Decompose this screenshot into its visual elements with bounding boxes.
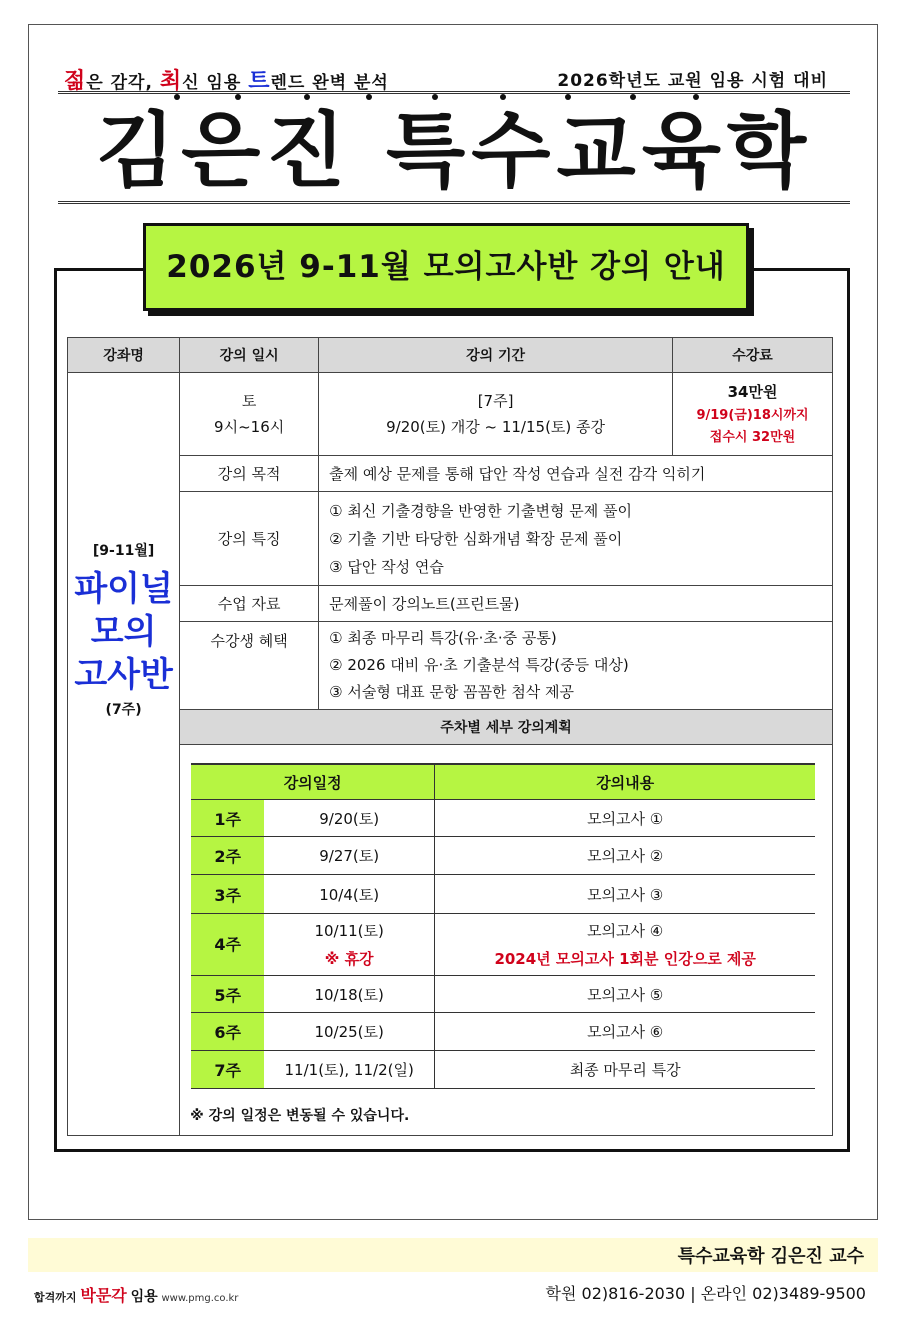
banner-title: 2026년 9-11월 모의고사반 강의 안내: [143, 223, 749, 311]
week-date: 10/4(토): [264, 875, 435, 914]
week-date: 10/25(토): [264, 1013, 435, 1051]
table-row: [68, 745, 833, 1136]
logo-prefix: 합격까지: [34, 1291, 77, 1304]
logo-suffix: 임용: [130, 1289, 158, 1305]
week-content: 최종 마무리 특강: [435, 1051, 816, 1089]
footer-contact: 학원 02)816-2030 | 온라인 02)3489-9500: [545, 1284, 866, 1303]
header-course-name: 강좌명: [68, 338, 180, 373]
materials-text: 문제풀이 강의노트(프린트물): [319, 586, 833, 622]
week-label: 7주: [191, 1051, 264, 1089]
fee-discount-amount: 접수시 32만원: [709, 430, 796, 445]
weekly-plan-title: 주차별 세부 강의계획: [180, 710, 833, 745]
week-date: 9/27(토): [264, 837, 435, 875]
purpose-label: 강의 목적: [180, 456, 319, 492]
dot: [366, 94, 372, 100]
features-list: [319, 492, 833, 586]
table-row: [191, 1013, 815, 1051]
course-weeks: (7주): [105, 701, 142, 718]
week-date: 11/1(토), 11/2(일): [264, 1051, 435, 1089]
schedule-change-note: ※ 강의 일정은 변동될 수 있습니다.: [190, 1108, 410, 1124]
schedule-time: 9시~16시: [214, 418, 285, 436]
table-row: [191, 1051, 815, 1089]
header-top: [62, 62, 848, 94]
dot: [304, 94, 310, 100]
slogan-highlight-3: 트: [248, 69, 271, 94]
weekly-plan-cell: [180, 745, 833, 1136]
slogan-text-1: 은 감각,: [86, 73, 160, 93]
benefit-item: ① 최종 마무리 특강(유·초·중 공통): [329, 629, 557, 647]
course-table: [67, 337, 833, 1136]
footer-professor: 특수교육학 김은진 교수: [677, 1246, 864, 1267]
feature-item: ② 기출 기반 타당한 심화개념 확장 문제 풀이: [329, 529, 623, 548]
week-content-cell: [435, 914, 816, 976]
table-row: [68, 622, 833, 710]
slogan-text-2: 신 임용: [182, 73, 249, 93]
benefits-list: [319, 622, 833, 710]
week-date-cell: [264, 914, 435, 976]
slogan-highlight-2: 최: [159, 69, 183, 94]
week-content: 모의고사 ⑤: [435, 976, 816, 1013]
week-content: 모의고사 ④: [587, 921, 664, 940]
table-row: [68, 373, 833, 456]
week-label: 3주: [191, 875, 264, 914]
fee-discount-deadline: 9/19(금)18시까지: [696, 408, 809, 423]
table-row: [68, 456, 833, 492]
week-label: 5주: [191, 976, 264, 1013]
materials-label: 수업 자료: [180, 586, 319, 622]
dot: [432, 94, 438, 100]
weekly-header-schedule: 강의일정: [191, 764, 435, 800]
week-date: 10/18(토): [264, 976, 435, 1013]
dot: [500, 94, 506, 100]
week-content: 모의고사 ②: [435, 837, 816, 875]
header-duration: 강의 기간: [319, 338, 673, 373]
feature-item: ① 최신 기출경향을 반영한 기출변형 문제 풀이: [329, 501, 633, 520]
table-header-row: [68, 338, 833, 373]
logo-url: www.pmg.co.kr: [161, 1293, 239, 1304]
fee-amount: 34만원: [727, 383, 778, 401]
duration-range: 9/20(토) 개강 ~ 11/15(토) 종강: [386, 418, 606, 436]
weekly-plan-table: [191, 763, 815, 1089]
page-title: 김은진 특수교육학: [95, 104, 813, 199]
dot: [693, 94, 699, 100]
table-row: [191, 914, 815, 976]
course-period: [9-11월]: [92, 542, 155, 559]
week-content-note: 2024년 모의고사 1회분 인강으로 제공: [494, 949, 756, 968]
weekly-header-row: [191, 764, 815, 800]
header-schedule: 강의 일시: [180, 338, 319, 373]
week-date: 10/11(토): [314, 921, 384, 940]
benefit-item: ② 2026 대비 유·초 기출분석 특강(중등 대상): [329, 656, 629, 674]
slogan-text-3: 렌드 완벽 분석: [270, 73, 389, 93]
course-name-cell: [68, 373, 180, 1136]
week-label: 4주: [191, 914, 264, 976]
header-rule-bottom: [58, 201, 850, 205]
features-label: 강의 특징: [180, 492, 319, 586]
table-row: [68, 492, 833, 586]
course-name-line-2: 모의: [90, 611, 157, 652]
week-label: 2주: [191, 837, 264, 875]
table-row: [68, 710, 833, 745]
week-label: 6주: [191, 1013, 264, 1051]
table-row: [68, 586, 833, 622]
header-fee: 수강료: [673, 338, 833, 373]
schedule-day: 토: [241, 392, 257, 410]
dot: [174, 94, 180, 100]
dot: [565, 94, 571, 100]
table-row: [191, 837, 815, 875]
dot: [630, 94, 636, 100]
logo-brand: 박문각: [80, 1286, 127, 1305]
benefits-label: 수강생 혜택: [180, 622, 319, 710]
week-date: 9/20(토): [264, 800, 435, 837]
slogan-highlight-1: 젊: [64, 69, 87, 94]
week-content: 모의고사 ①: [435, 800, 816, 837]
benefit-item: ③ 서술형 대표 문항 꼼꼼한 첨삭 제공: [329, 683, 575, 701]
course-name-line-1: 파이널: [74, 568, 173, 609]
table-row: [191, 976, 815, 1013]
course-name-line-3: 고사반: [74, 654, 173, 695]
publisher-logo[interactable]: [34, 1283, 238, 1306]
dot: [235, 94, 241, 100]
week-content: 모의고사 ⑥: [435, 1013, 816, 1051]
week-content: 모의고사 ③: [435, 875, 816, 914]
table-row: [191, 875, 815, 914]
purpose-text: 출제 예상 문제를 통해 답안 작성 연습과 실전 감각 익히기: [319, 456, 833, 492]
fee-cell: [673, 373, 833, 456]
duration-cell: [319, 373, 673, 456]
schedule-cell: [180, 373, 319, 456]
week-cancel-note: ※ 휴강: [324, 949, 374, 968]
week-label: 1주: [191, 800, 264, 837]
duration-weeks: [7주]: [477, 392, 514, 410]
feature-item: ③ 답안 작성 연습: [329, 557, 444, 576]
exam-label: 2026학년도 교원 임용 시험 대비: [557, 71, 828, 91]
table-row: [191, 800, 815, 837]
weekly-header-content: 강의내용: [435, 764, 816, 800]
